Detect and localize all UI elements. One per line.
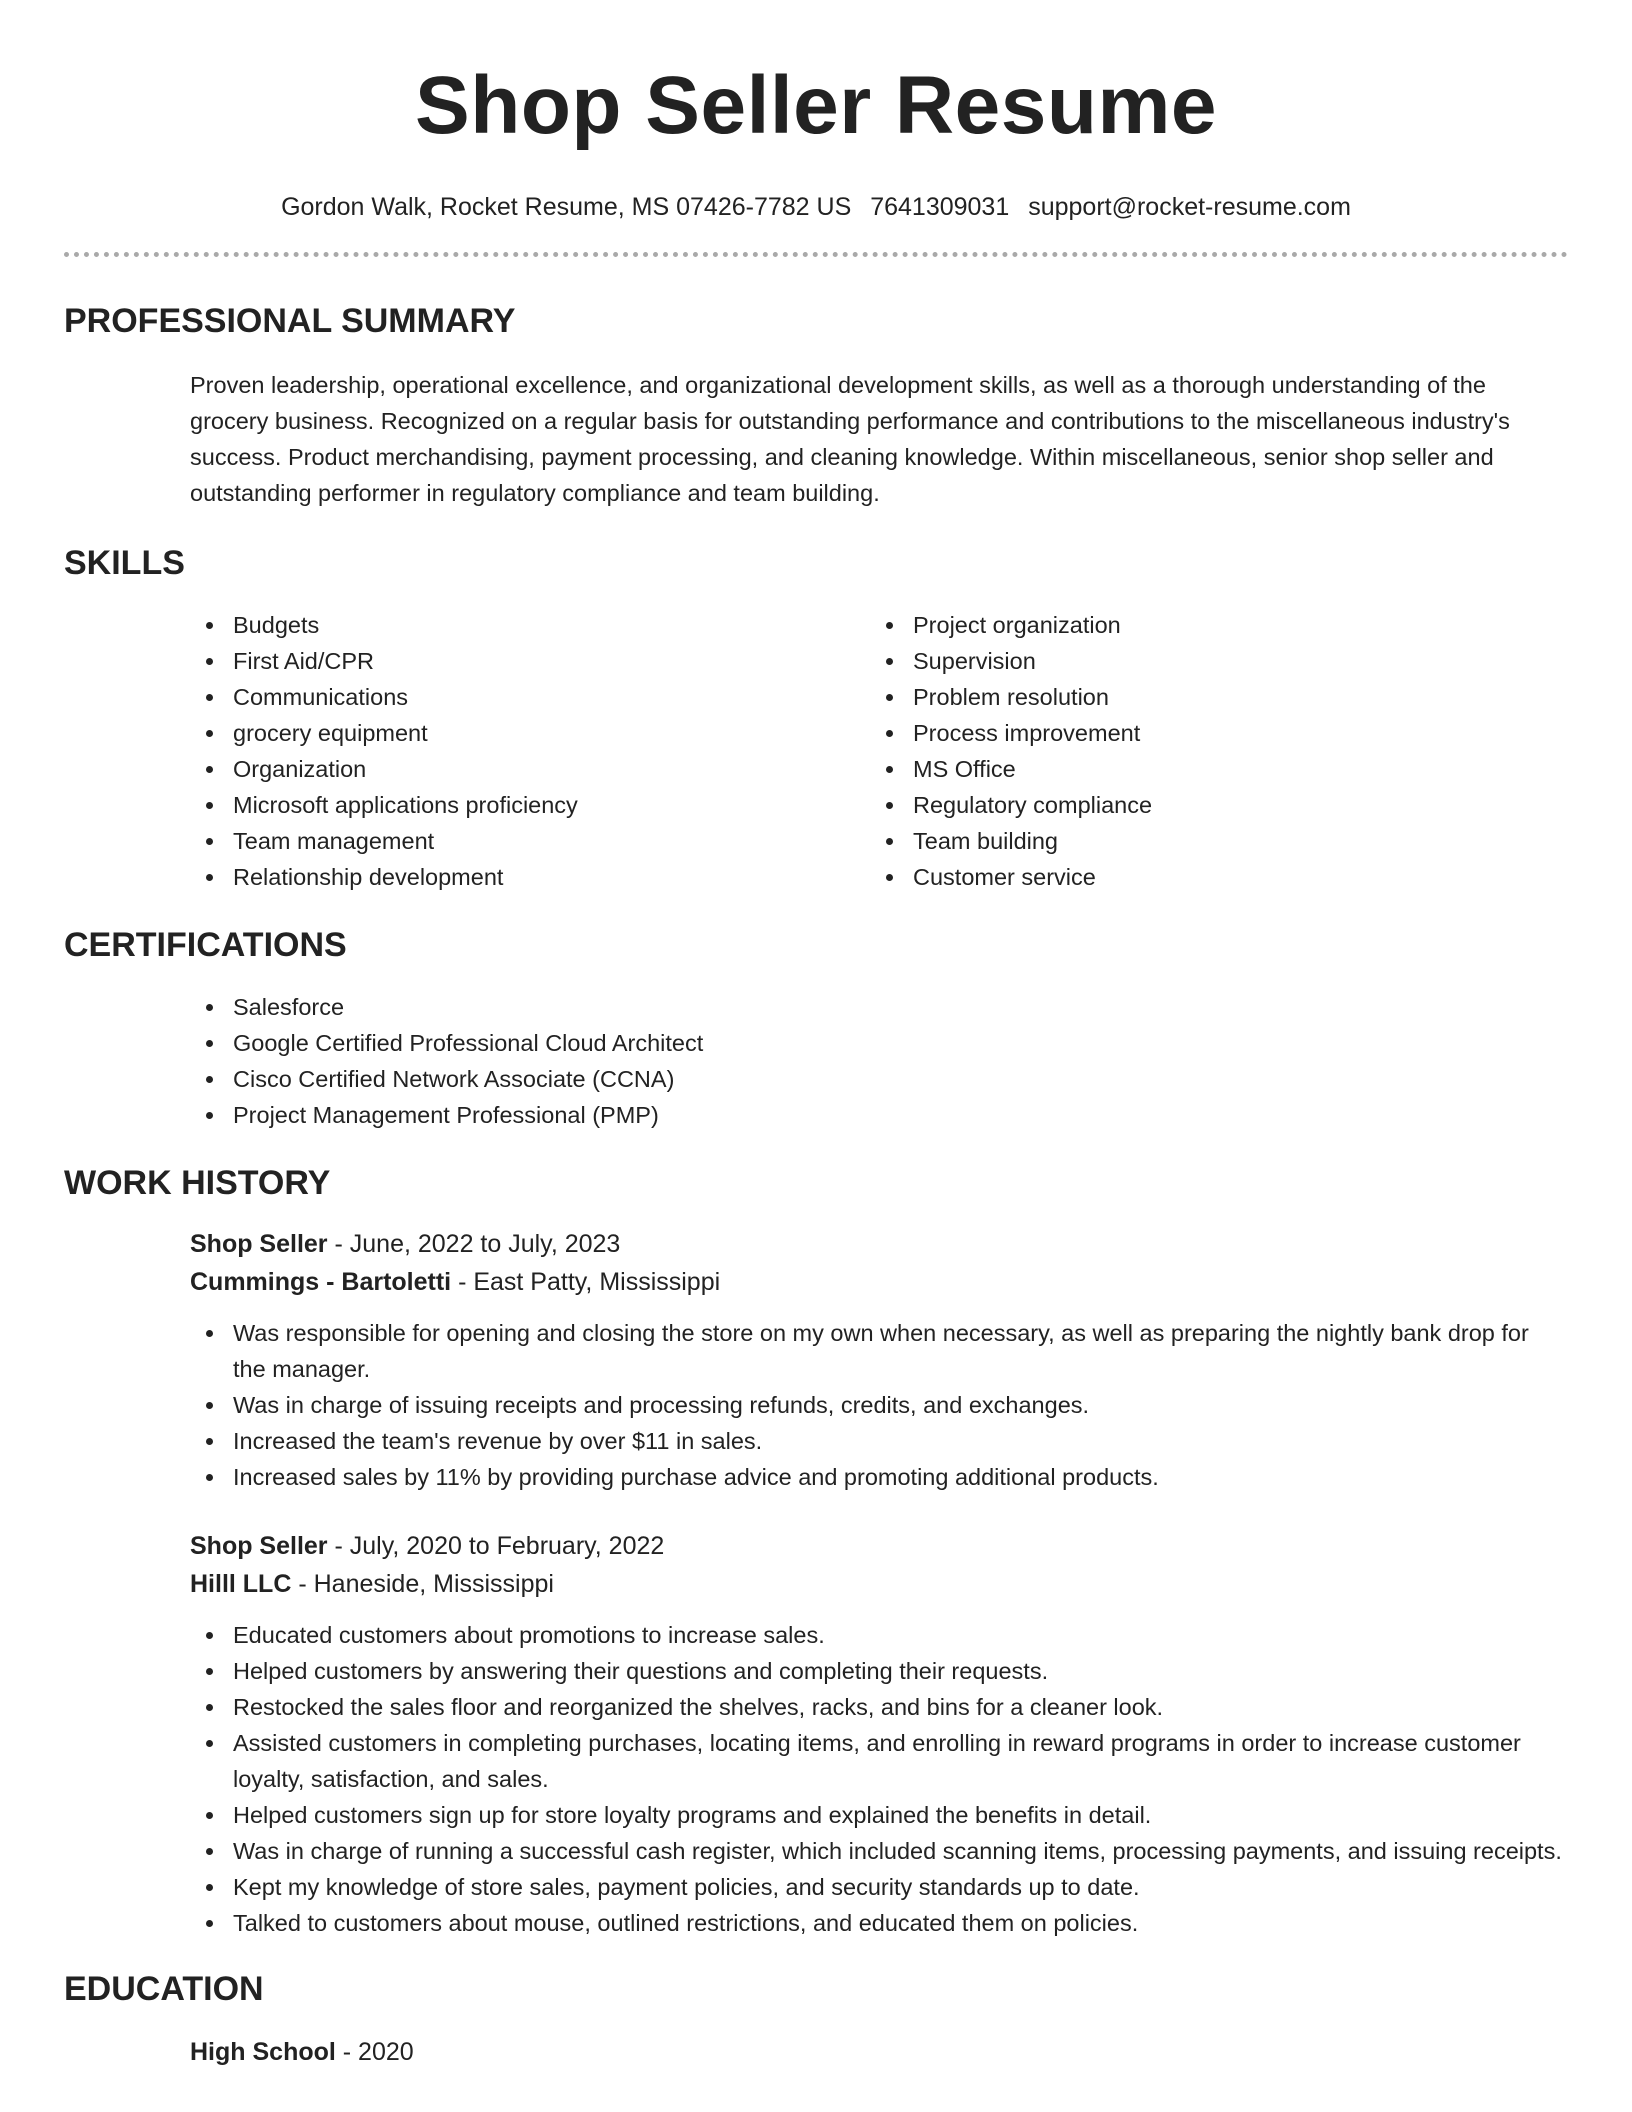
- job-entry: [190, 1527, 1568, 1941]
- job-bullet: Educated customers about promotions to increase sales.: [190, 1617, 1568, 1653]
- job-bullet: Talked to customers about mouse, outlined restrictions, and educated them on policies.: [190, 1905, 1568, 1941]
- certification-item: Project Management Professional (PMP): [190, 1097, 1568, 1133]
- resume-header: [64, 0, 1568, 257]
- job-dates: - July, 2020 to February, 2022: [327, 1532, 665, 1560]
- skills-list-left: [190, 607, 870, 895]
- contact-phone: 7641309031: [870, 193, 1010, 221]
- skills-heading: SKILLS: [64, 544, 185, 582]
- summary-text: Proven leadership, operational excellence, and organizational development skills, as well as a thorough understanding of the grocery business. Recognized on a regular basis for outstanding performance and contributions to the miscellaneous industry's success. Product merchandising, payment processing, and cleaning knowledge. Within miscellaneous, senior shop seller and outstanding performer in regulatory compliance and team building.: [190, 372, 1510, 506]
- job-bullet: Increased the team's revenue by over $11 in sales.: [190, 1423, 1568, 1459]
- job-bullet: Kept my knowledge of store sales, payment policies, and security standards up to date.: [190, 1869, 1568, 1905]
- job-title-line: [190, 1527, 1568, 1565]
- resume-title: Shop Seller Resume: [415, 60, 1217, 151]
- job-location: - East Patty, Mississippi: [451, 1268, 721, 1296]
- education-entry: [190, 2033, 1568, 2071]
- skill-item: Problem resolution: [870, 679, 1550, 715]
- skill-item: grocery equipment: [190, 715, 870, 751]
- education-section: [64, 1969, 1568, 2071]
- job-bullets: [190, 1315, 1568, 1495]
- skill-item: Communications: [190, 679, 870, 715]
- skill-item: Supervision: [870, 643, 1550, 679]
- skill-item: Relationship development: [190, 859, 870, 895]
- job-bullet: Helped customers by answering their questions and completing their requests.: [190, 1653, 1568, 1689]
- skills-section: [64, 543, 1568, 895]
- job-entry: [190, 1225, 1568, 1495]
- job-company-line: [190, 1565, 1568, 1603]
- job-bullet: Restocked the sales floor and reorganized the shelves, racks, and bins for a cleaner look.: [190, 1689, 1568, 1725]
- certification-item: Cisco Certified Network Associate (CCNA): [190, 1061, 1568, 1097]
- skill-item: Project organization: [870, 607, 1550, 643]
- skills-grid: [190, 607, 1568, 895]
- education-year: - 2020: [335, 2038, 414, 2066]
- job-bullet: Was in charge of running a successful cash register, which included scanning items, processing payments, and issuing receipts.: [190, 1833, 1568, 1869]
- job-company: Cummings - Bartoletti: [190, 1268, 452, 1296]
- certifications-heading: CERTIFICATIONS: [64, 926, 347, 964]
- skill-item: Budgets: [190, 607, 870, 643]
- job-company-line: [190, 1263, 1568, 1301]
- skill-item: First Aid/CPR: [190, 643, 870, 679]
- job-title: Shop Seller: [190, 1230, 328, 1258]
- job-bullet: Helped customers sign up for store loyalty programs and explained the benefits in detail.: [190, 1797, 1568, 1833]
- education-degree: High School: [190, 2038, 336, 2066]
- contact-address: Gordon Walk, Rocket Resume, MS 07426-7782 US: [281, 193, 852, 221]
- job-title-line: [190, 1225, 1568, 1263]
- summary-section: [64, 301, 1568, 511]
- job-bullets: [190, 1617, 1568, 1941]
- certifications-section: [64, 925, 1568, 1133]
- work-history-section: [64, 1163, 1568, 1941]
- header-divider: [64, 252, 1568, 257]
- skill-item: Regulatory compliance: [870, 787, 1550, 823]
- job-bullet: Increased sales by 11% by providing purchase advice and promoting additional products.: [190, 1459, 1568, 1495]
- job-title: Shop Seller: [190, 1532, 328, 1560]
- job-bullet: Was responsible for opening and closing the store on my own when necessary, as well as preparing the nightly bank drop for the manager.: [190, 1315, 1568, 1387]
- job-company: Hilll LLC: [190, 1570, 292, 1598]
- skill-item: Team building: [870, 823, 1550, 859]
- skill-item: Customer service: [870, 859, 1550, 895]
- work-history-heading: WORK HISTORY: [64, 1164, 331, 1202]
- skill-item: Microsoft applications proficiency: [190, 787, 870, 823]
- skill-item: Process improvement: [870, 715, 1550, 751]
- certification-item: Salesforce: [190, 989, 1568, 1025]
- skill-item: Team management: [190, 823, 870, 859]
- skill-item: Organization: [190, 751, 870, 787]
- certification-item: Google Certified Professional Cloud Architect: [190, 1025, 1568, 1061]
- education-heading: EDUCATION: [64, 1970, 264, 2008]
- contact-email[interactable]: support@rocket-resume.com: [1028, 193, 1351, 221]
- job-dates: - June, 2022 to July, 2023: [327, 1230, 621, 1258]
- summary-heading: PROFESSIONAL SUMMARY: [64, 302, 516, 340]
- certifications-list: [190, 989, 1568, 1133]
- job-bullet: Assisted customers in completing purchases, locating items, and enrolling in reward programs in order to increase customer loyalty, satisfaction, and sales.: [190, 1725, 1568, 1797]
- job-location: - Haneside, Mississippi: [291, 1570, 554, 1598]
- skill-item: MS Office: [870, 751, 1550, 787]
- skills-list-right: [870, 607, 1550, 895]
- job-bullet: Was in charge of issuing receipts and processing refunds, credits, and exchanges.: [190, 1387, 1568, 1423]
- contact-line: [64, 192, 1568, 222]
